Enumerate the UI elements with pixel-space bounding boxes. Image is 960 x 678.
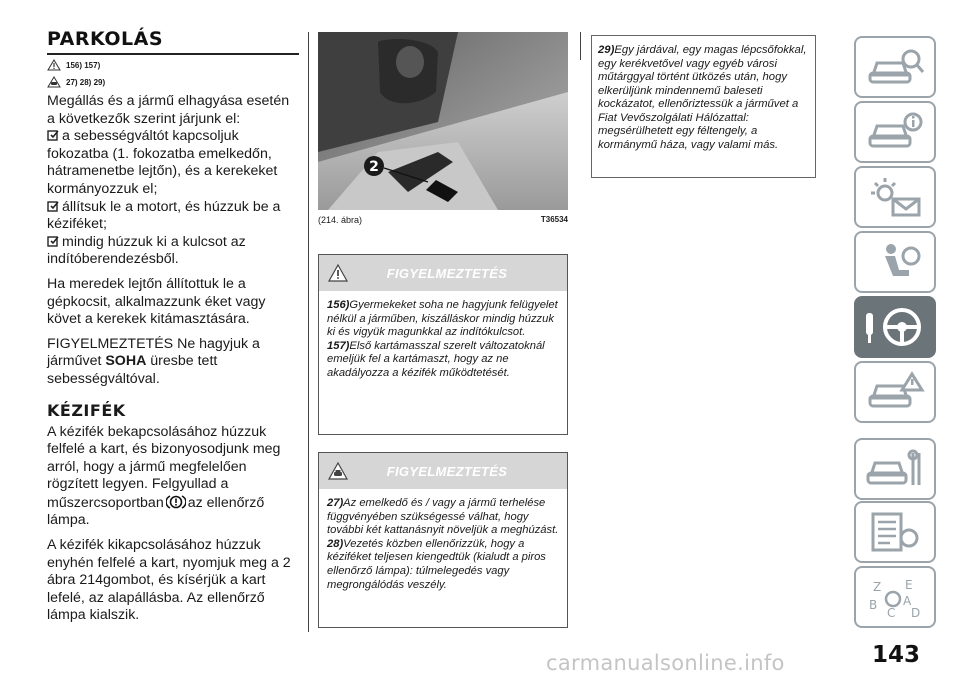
warning-ref: 156) (327, 299, 350, 311)
title-rule (47, 53, 299, 55)
warning-title: FIGYELMEZTETÉS (386, 265, 508, 281)
reference-numbers[interactable]: 156) 157) (66, 60, 101, 70)
intro-paragraph: Megállás és a jármű elhagyása esetén a következők szerint járjunk el: (47, 93, 290, 127)
car-search-icon (865, 45, 925, 89)
reference-line-1 (47, 58, 299, 72)
warning-triangle-icon (47, 59, 61, 71)
middle-column (318, 32, 568, 225)
figure-caption-text: (214. ábra) (318, 215, 363, 225)
figure-callout: 2 (369, 159, 379, 175)
car-info-icon (865, 110, 925, 154)
warning-text: Az emelkedő és / vagy a jármű terhelése függvényében szükségessé válhat, hogy további két kattanásnyit növeljük a meghúzást. (327, 497, 559, 537)
warning-box-3 (591, 35, 816, 178)
tab-technical-data[interactable] (854, 501, 936, 563)
column-divider (580, 32, 581, 60)
reference-line-2 (47, 75, 299, 89)
warning-text: Első kartámasszal szerelt változatoknál emeljük fel a kartámaszt, hogy az ne akadályozza a kézifék működtetését. (327, 339, 545, 379)
svg-text:B: B (869, 598, 878, 612)
warning-box-1 (318, 254, 568, 435)
alphabetical-index-icon (865, 575, 925, 619)
brake-warning-lamp-icon (166, 494, 186, 510)
warning-ref: 29) (598, 44, 615, 56)
airbag-seat-icon (865, 240, 925, 284)
handbrake-photo (318, 32, 568, 210)
section-title-parking: PARKOLÁS (47, 28, 164, 50)
neutral-warning-paragraph: FIGYELMEZTETÉS Ne hagyjuk a járművet SOHA üresbe tett sebességváltóval. (47, 335, 260, 387)
warning-box-body (319, 291, 567, 389)
handbrake-engage-paragraph: A kézifék bekapcsolásához húzzuk felfelé a kart, és bizonyosodjunk meg arról, hogy a jármű megfelelően rögzített legyen. Felgyullad a műszercsoportban az ellenőrző lámpa. (47, 423, 281, 529)
handbrake-illustration (318, 32, 568, 210)
warning-text: Gyermekeket soha ne hagyjunk felügyelet nélkül a járműben, kiszálláskor mindig húzzuk ki és vigyük magunkkal az indítókulcsot. (327, 299, 558, 339)
car-warning-icon (327, 461, 349, 481)
bullet-item: a sebességváltót kapcsoljuk fokozatba (1. fokozatba emelkedőn, hátramenetbe lejtőn), és a kerekeket kormányozzuk el; (47, 128, 278, 197)
warning-text: Egy járdával, egy magas lépcsőfokkal, egy kerékvetővel vagy egyéb városi műtárggyal történt ütközés után, hogy elkerüljünk mindennemű baleseti kockázatot, ellenőriztessük a járművet a Fiat Vevőszolgálati Hálózattal: megsérülhetett egy féltengely, a kormánymű háza, vagy valami más. (598, 44, 807, 151)
figure-code: T36534 (540, 215, 568, 224)
warning-ref: 157) (327, 339, 350, 352)
warning-ref: 27) (327, 497, 344, 509)
warning-paragraph (598, 44, 809, 152)
warning-box-body (319, 489, 567, 600)
steering-wheel-key-icon (860, 303, 930, 351)
svg-text:Z: Z (873, 580, 882, 594)
warning-title: FIGYELMEZTETÉS (386, 463, 508, 479)
car-service-icon (865, 447, 925, 491)
tab-car-info[interactable] (854, 101, 936, 163)
warning-box-header (319, 255, 567, 291)
warning-ref: 28) (327, 537, 344, 550)
tab-maintenance[interactable] (854, 438, 936, 500)
bullet-marker-icon (47, 235, 60, 247)
figure-caption (318, 215, 568, 225)
section-title-handbrake: KÉZIFÉK (47, 400, 126, 420)
bullet-item: mindig húzzuk ki a kulcsot az indítóberendezésből. (47, 233, 246, 268)
svg-text:A: A (903, 594, 912, 608)
svg-text:D: D (911, 606, 921, 619)
svg-text:E: E (905, 578, 913, 592)
reference-numbers[interactable]: 27) 28) 29) (66, 77, 106, 87)
tab-warning-lights[interactable] (854, 166, 936, 228)
technical-data-icon (865, 510, 925, 554)
slope-paragraph: Ha meredek lejtőn állítottuk le a gépkocsit, alkalmazzunk éket vagy követ a kerekek kitámasztására. (47, 275, 266, 328)
warning-triangle-icon (327, 263, 349, 283)
page-number: 143 (872, 642, 921, 668)
bullet-marker-icon (47, 129, 60, 141)
warning-box-header (319, 453, 567, 489)
car-warning-icon (47, 76, 61, 88)
tab-car-search[interactable] (854, 36, 936, 98)
tab-emergency[interactable] (854, 361, 936, 423)
warning-box-2 (318, 452, 568, 628)
tab-airbag[interactable] (854, 231, 936, 293)
tab-index[interactable] (854, 566, 936, 628)
tab-starting-driving[interactable] (854, 296, 936, 358)
warning-text: Vezetés közben ellenőrizzük, hogy a kéziféket teljesen kiengedtük (kialudt a piros ellenőrző lámpa): túlmelegedés vagy megrongálódás veszély. (327, 537, 546, 591)
warning-lights-icon (865, 175, 925, 219)
bullet-item: állítsuk le a motort, és húzzuk be a kéziféket; (47, 198, 281, 233)
bullet-marker-icon (47, 200, 60, 212)
left-column (47, 28, 299, 625)
car-warning-icon (865, 370, 925, 414)
watermark: carmanualsonline.info (546, 651, 785, 675)
column-divider (308, 32, 309, 632)
svg-text:C: C (887, 606, 896, 619)
handbrake-release-paragraph: A kézifék kikapcsolásához húzzuk enyhén felfelé a kart, nyomjuk meg a 2 ábra 214gombot, és kísérjük a kart lefelé, az alapállásba. Az ellenőrző lámpa kialszik. (47, 537, 291, 624)
